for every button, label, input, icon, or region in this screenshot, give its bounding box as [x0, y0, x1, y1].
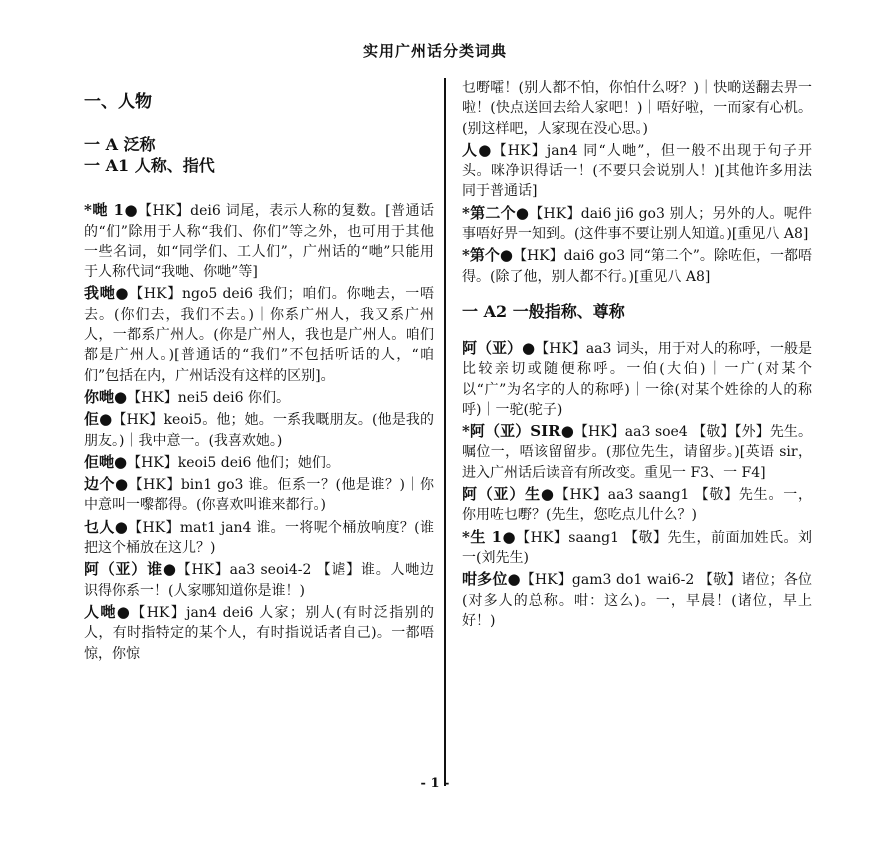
entry-headword: 阿（亚）生●	[462, 485, 555, 504]
entry-headword: *哋 1●	[84, 201, 139, 220]
dictionary-entry	[84, 200, 434, 282]
entry-headword: 佢哋●	[84, 452, 128, 471]
running-header: 实用广州话分类词典	[362, 42, 507, 60]
entry-definition: 【HK】dai6 ji6 go3 别人；另外的人。呢件事唔好畀一知到。(这件事不要让别人知道。)[重见八 A8]	[462, 205, 812, 243]
entry-definition: 【HK】aa3 seoi4-2 【谑】谁。人哋边识得你系一！(人家哪知道你是谁！)	[84, 562, 435, 599]
entry-definition: 【HK】jan4 dei6 人家；别人(有时泛指别的人，有时指特定的某个人，有时指说话者自己)。一都唔惊，你惊	[84, 604, 434, 662]
dictionary-entry	[84, 387, 434, 408]
entry-headword: 咁多位●	[462, 570, 521, 589]
entry-definition: 【HK】dei6 词尾，表示人称的复数。[普通话的“们”除用于人称“我们、你们”等之外，也可用于其他一些名词，如“同学们、工人们”，广州话的“哋”只能用于人称代词“我哋、你哋”等]	[84, 203, 434, 281]
dictionary-entry	[84, 559, 434, 601]
entry-definition: 【HK】keoi5。他；她。一系我嘅朋友。(他是我的朋友。)｜我中意一。(我喜欢她。)	[84, 412, 434, 449]
entry-definition: 【HK】mat1 jan4 谁。一将呢个桶放响度？(谁把这个桶放在这儿？)	[84, 519, 434, 557]
dictionary-entry	[84, 517, 434, 559]
dictionary-entry	[462, 245, 812, 287]
entry-definition: 【HK】aa3 saang1 【敬】先生。一，你用咗乜嘢？(先生，您吃点儿什么？)	[462, 487, 812, 524]
entry-definition: 【HK】gam3 do1 wai6-2 【敬】诸位；各位(对多人的总称。咁：这么)。一，早晨！(诸位，早上好！)	[462, 572, 812, 629]
column-divider	[444, 78, 446, 786]
dictionary-entry	[462, 527, 812, 569]
left-column	[84, 78, 434, 665]
entry-headword: 边个●	[84, 475, 129, 494]
entry-headword: 阿（亚）谁●	[84, 560, 177, 579]
entry-definition: 【HK】saang1 【敬】先生，前面加姓氏。刘一(刘先生)	[462, 529, 813, 566]
dictionary-entry	[462, 569, 812, 631]
dictionary-entry	[84, 452, 434, 473]
dictionary-entry	[462, 338, 812, 420]
entry-headword: 佢●	[84, 410, 113, 429]
entry-definition: 【HK】bin1 go3 谁。佢系一？(他是谁？)｜你中意叫一嚟都得。(你喜欢叫谁来都行。)	[84, 477, 434, 514]
subsection-heading: 一 A 泛称	[84, 135, 156, 155]
right-column	[462, 78, 812, 632]
entry-headword: *阿（亚）SIR●	[462, 422, 574, 441]
entry-headword: *第个●	[462, 246, 513, 265]
dictionary-entry	[84, 409, 434, 451]
entry-definition: 【HK】nei5 dei6 你们。	[127, 389, 290, 406]
entry-headword: *第二个●	[462, 203, 530, 222]
dictionary-entry	[462, 140, 812, 202]
entry-definition: 【HK】aa3 soe4 【敬】【外】先生。嘱位一，唔该留留步。(那位先生，请留步。)[英语 sir，进入广州话后读音有所改变。重见一 F3、一 F4]	[462, 424, 812, 481]
dictionary-entry	[462, 203, 812, 245]
dictionary-entry	[84, 283, 434, 385]
dictionary-entry	[84, 602, 434, 664]
entry-headword: 人哋●	[84, 602, 132, 621]
entry-headword: *生 1●	[462, 527, 517, 546]
dictionary-entry	[462, 421, 812, 483]
section-heading: 一、人物	[84, 92, 152, 112]
entry-headword: 乜人●	[84, 517, 129, 536]
entry-headword: 你哋●	[84, 387, 128, 406]
subsubsection-heading: 一 A2 一般指称、尊称	[462, 301, 625, 321]
entry-definition: 【HK】ngo5 dei6 我们；咱们。你哋去，一唔去。(你们去，我们不去。)｜你系广州人，我又系广州人，一都系广州人。(你是广州人，我也是广州人。咱们都是广州人。)[普通话的“我们”不包括听话的人，“咱们”包括在内，广州话没有这样的区别]。	[84, 286, 434, 384]
dictionary-entry	[462, 484, 812, 526]
page-number: - 1 -	[420, 776, 450, 791]
entry-definition: 【HK】aa3 词头，用于对人的称呼，一般是比较亲切或随便称呼。一伯(大伯)｜一广(对某个以“广”为名字的人的称呼)｜一徐(对某个姓徐的人的称呼)｜一驼(驼子)	[462, 340, 813, 418]
entry-definition: 【HK】keoi5 dei6 他们；她们。	[127, 454, 340, 471]
entry-definition: 【HK】dai6 go3 同“第二个”。除咗佢，一都唔得。(除了他，别人都不行。)[重见八 A8]	[462, 248, 812, 285]
subsubsection-heading: 一 A1 人称、指代	[84, 156, 215, 176]
entry-continuation: 乜嘢嚯！(别人都不怕，你怕什么呀？)｜快啲送翻去畀一啦！(快点送回去给人家吧！)｜唔好啦，一而家有心机。(别这样吧，人家现在没心思。)	[462, 80, 812, 137]
entry-headword: 人●	[462, 140, 493, 159]
entry-definition: 【HK】jan4 同“人哋”，但一般不出现于句子开头。咪净识得话一！(不要只会说别人！)[其他许多用法同于普通话]	[462, 142, 813, 200]
entry-headword: 我哋●	[84, 284, 130, 303]
entry-headword: 阿（亚）●	[462, 338, 536, 357]
dictionary-entry	[84, 474, 434, 516]
